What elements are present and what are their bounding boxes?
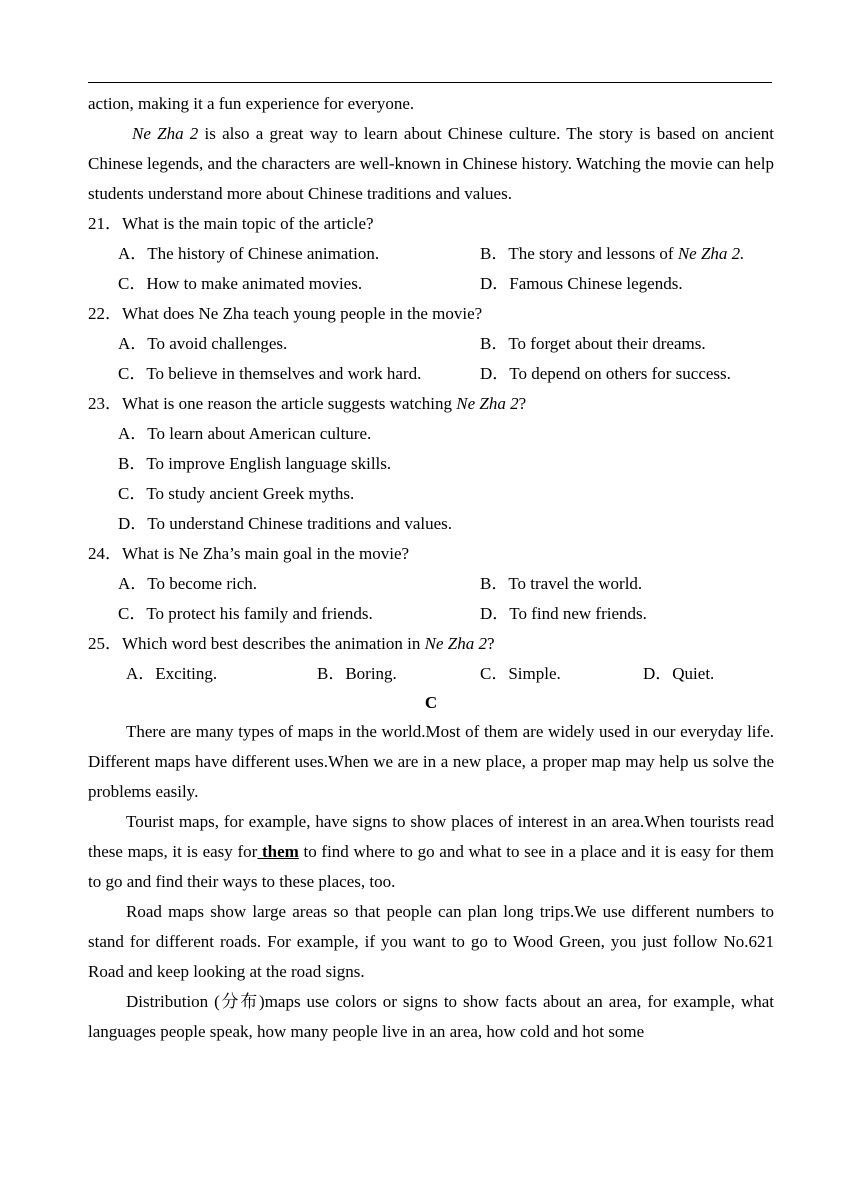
option-d[interactable]: D．To depend on others for success. bbox=[480, 364, 731, 383]
movie-title: Ne Zha 2 bbox=[424, 634, 487, 653]
question-number: 21． bbox=[88, 214, 122, 233]
question-stem: Which word best describes the animation in bbox=[122, 634, 425, 653]
option-c[interactable]: C．To protect his family and friends. bbox=[118, 604, 373, 623]
option-c[interactable]: C．To believe in themselves and work hard. bbox=[118, 364, 422, 383]
paragraph-text: Tourist maps, for example, have signs to show places of interest in an area.When tourists read these maps, it is easy for bbox=[88, 812, 774, 861]
option-b[interactable]: B．To travel the world. bbox=[480, 574, 643, 593]
passage-b-continued-line: action, making it a fun experience for everyone. bbox=[88, 94, 415, 113]
question-24 bbox=[88, 539, 774, 569]
option-a[interactable]: A．The history of Chinese animation. bbox=[118, 244, 380, 263]
question-22 bbox=[88, 299, 774, 329]
question-number: 22． bbox=[88, 304, 122, 323]
question-number: 25． bbox=[88, 634, 122, 653]
option-b[interactable] bbox=[480, 239, 744, 269]
options-row bbox=[88, 329, 774, 359]
movie-title: Ne Zha 2. bbox=[677, 244, 745, 263]
options-row bbox=[88, 419, 774, 449]
exam-page bbox=[88, 89, 774, 1047]
question-stem: What is the main topic of the article? bbox=[122, 214, 374, 233]
question-number: 24． bbox=[88, 544, 122, 563]
options-row bbox=[88, 509, 774, 539]
movie-title: Ne Zha 2 bbox=[456, 394, 519, 413]
passage-c-paragraph-2 bbox=[88, 807, 774, 897]
options-row bbox=[88, 269, 774, 299]
options-row bbox=[88, 479, 774, 509]
paragraph-text: to find where to go and what to see in a place and it is easy for them to go and find their ways to these places, too. bbox=[88, 842, 775, 891]
question-mark: ? bbox=[518, 394, 527, 413]
option-c[interactable]: C．Simple. bbox=[480, 664, 561, 683]
question-number: 23． bbox=[88, 394, 122, 413]
question-21 bbox=[88, 209, 774, 239]
paragraph-text: is also a great way to learn about Chinese culture. The story is based on ancient Chinese legends, and the characters are well-known in Chinese history. Watching the movie can help students understand more about Chinese traditions and values. bbox=[88, 124, 775, 203]
options-row bbox=[88, 239, 774, 269]
underlined-word: them bbox=[257, 842, 299, 861]
options-row bbox=[88, 569, 774, 599]
option-d[interactable]: D．To find new friends. bbox=[480, 604, 647, 623]
option-a[interactable]: A．To avoid challenges. bbox=[118, 334, 288, 353]
options-row bbox=[88, 449, 774, 479]
passage-c-paragraph-1: There are many types of maps in the world.Most of them are widely used in our everyday life. Different maps have different uses.When we are in a new place, a proper map may help us solve the problems easily. bbox=[88, 722, 774, 801]
option-c[interactable]: C．To study ancient Greek myths. bbox=[118, 484, 355, 503]
option-b[interactable]: B．To improve English language skills. bbox=[118, 454, 392, 473]
passage-c-paragraph-3: Road maps show large areas so that people can plan long trips.We use different numbers to stand for different roads. For example, if you want to go to Wood Green, you just follow No.621 Road and keep looking at the road signs. bbox=[88, 902, 774, 981]
option-d[interactable]: D．Famous Chinese legends. bbox=[480, 274, 683, 293]
options-row bbox=[88, 599, 774, 629]
passage-b-paragraph bbox=[88, 119, 774, 209]
section-heading-c: C bbox=[424, 693, 438, 712]
option-b[interactable]: B．Boring. bbox=[317, 664, 397, 683]
option-d[interactable]: D．Quiet. bbox=[643, 664, 715, 683]
option-b[interactable]: B．To forget about their dreams. bbox=[480, 334, 706, 353]
option-c[interactable]: C．How to make animated movies. bbox=[118, 274, 363, 293]
movie-title: Ne Zha 2 bbox=[132, 124, 199, 143]
question-stem: What is one reason the article suggests watching bbox=[122, 394, 457, 413]
option-a[interactable]: A．To learn about American culture. bbox=[118, 424, 372, 443]
question-stem: What does Ne Zha teach young people in the movie? bbox=[122, 304, 483, 323]
question-stem: What is Ne Zha’s main goal in the movie? bbox=[122, 544, 410, 563]
question-23 bbox=[88, 389, 774, 419]
question-mark: ? bbox=[486, 634, 495, 653]
option-b-text: B．The story and lessons of bbox=[480, 244, 678, 263]
option-d[interactable]: D．To understand Chinese traditions and values. bbox=[118, 514, 453, 533]
passage-c-paragraph-4: Distribution (分布)maps use colors or signs to show facts about an area, for example, what languages people speak, how many people live in an area, how cold and hot some bbox=[88, 992, 774, 1041]
header-rule bbox=[88, 82, 772, 83]
question-25 bbox=[88, 629, 774, 659]
options-row bbox=[88, 359, 774, 389]
option-a[interactable]: A．Exciting. bbox=[126, 664, 218, 683]
option-a[interactable]: A．To become rich. bbox=[118, 574, 258, 593]
options-row bbox=[88, 659, 774, 689]
